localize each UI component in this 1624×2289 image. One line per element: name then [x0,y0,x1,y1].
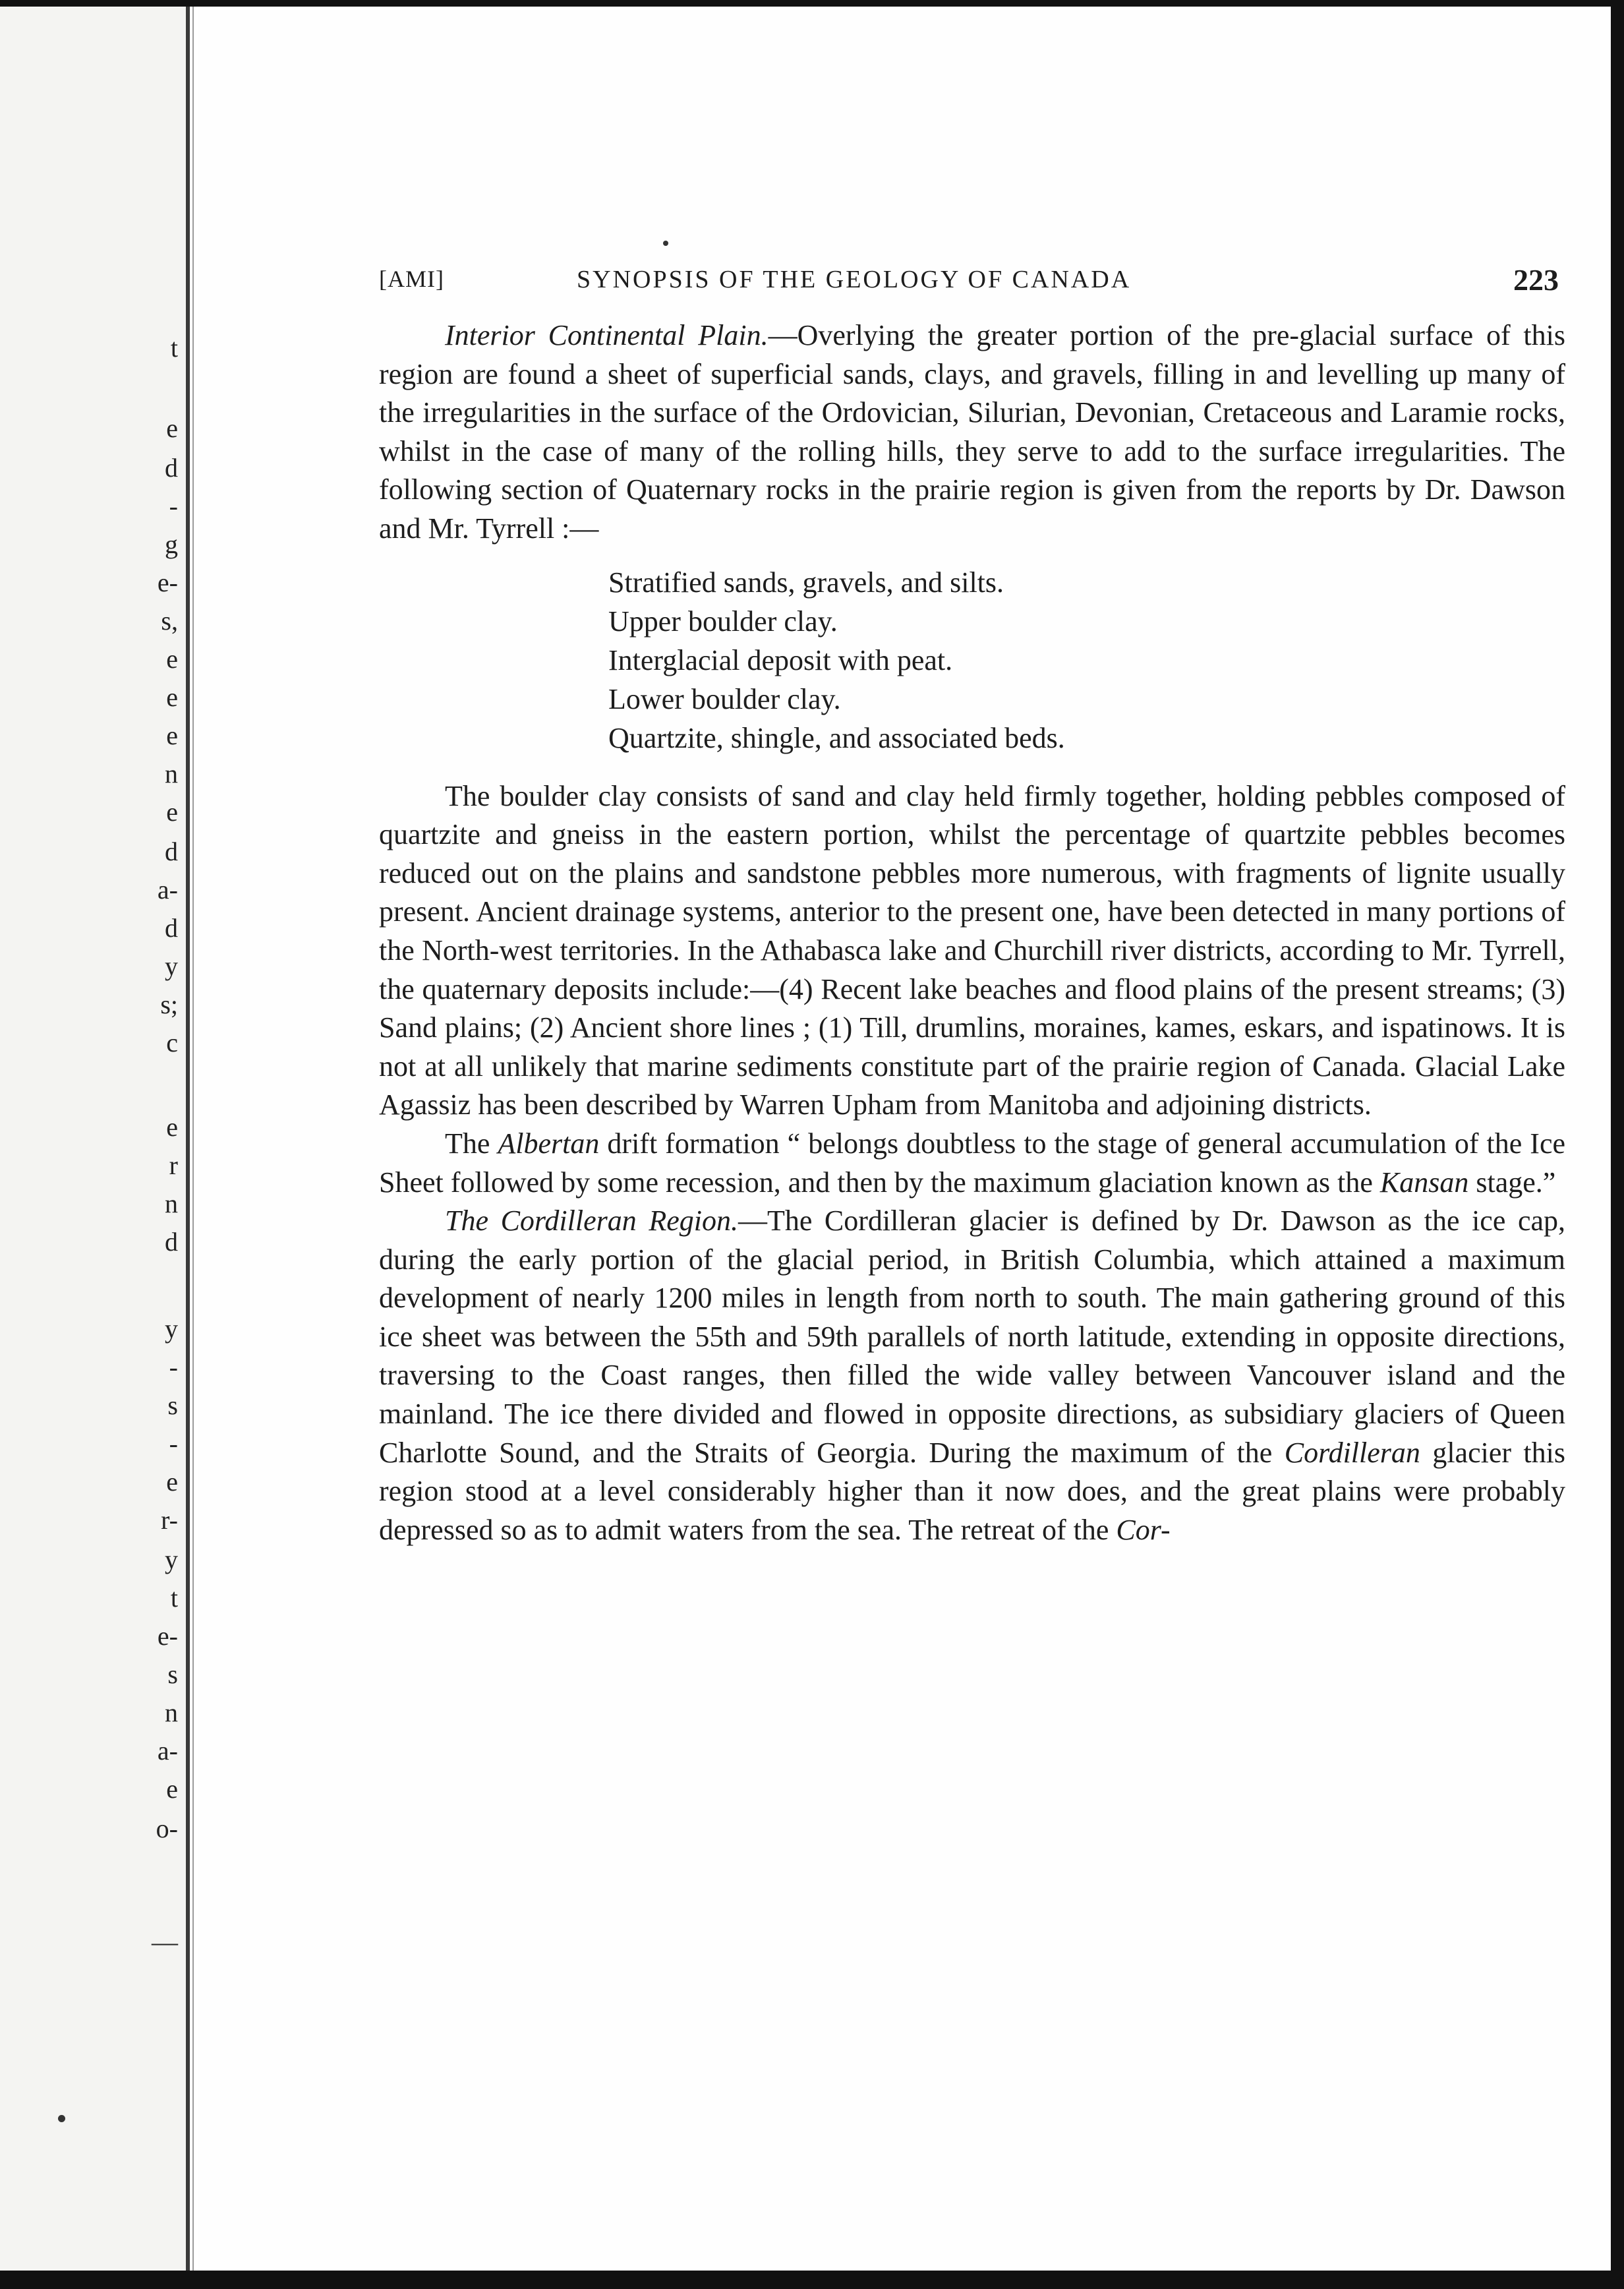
margin-fragment: - [169,1429,178,1458]
scan-speck [663,241,668,246]
margin-fragment: e [166,682,178,712]
list-item: Lower boulder clay. [608,682,841,715]
paragraph-interior-plain [379,316,1565,549]
margin-fragment: d [165,1227,178,1257]
margin-fragment: y [165,1545,178,1574]
margin-fragment: - [169,1352,178,1382]
margin-fragment: r [169,1150,178,1180]
margin-fragment: e [166,1467,178,1497]
list-item: Quartzite, shingle, and associated beds. [608,721,1065,754]
quaternary-section-list [608,563,1565,758]
margin-fragment: y [165,1314,178,1344]
margin-fragment: g [165,529,178,559]
list-item: Stratified sands, gravels, and silts. [608,566,1004,599]
margin-fragment: t [170,1583,178,1613]
margin-fragment: e [166,1112,178,1142]
list-item: Upper boulder clay. [608,605,838,638]
paragraph-text: —Overlying the greater portion of the pre-glacial surface of this region are found a sheet of superficial sands, clays, and gravels, filling in and levelling up many of the irregularities in the surface of the Ordovician, Silurian, Devonian, Cretaceous and Laramie rocks, whilst in the case of many of the rolling hills, they serve to add to the surface irregularities. The following section of Quaternary rocks in the prairie region is given from the reports by Dr. Dawson and Mr. Tyrrell :— [379,319,1566,545]
italic-term: Albertan [498,1127,600,1160]
italic-term: Cor- [1116,1513,1171,1546]
paragraph-text: —The Cordilleran glacier is defined by Dr. Dawson as the ice cap, during the early portion of the glacial period, in British Columbia, which attained a maximum development of nearly 1200 miles in length from north to south. The main gathering ground of this ice sheet was between the 55th and 59th parallels of north latitude, extending in opposite directions, traversing to the Coast ranges, then filled the wide valley between Vancouver island and the mainland. The ice there divided and flowed in opposite directions, as subsidiary glaciers of Queen Charlotte Sound, and the Straits of Georgia. During the maximum of the [379,1204,1566,1469]
book-gutter [186,7,190,2271]
scan-border-top [0,0,1624,7]
margin-fragment: - [169,491,178,521]
margin-fragment: e- [157,568,178,597]
scan-speck [58,2115,65,2122]
margin-fragment: n [165,1189,178,1218]
margin-fragment: r- [161,1505,178,1535]
margin-fragment: d [165,837,178,866]
paragraph-boulder-clay: The boulder clay consists of sand and clay held firmly together, holding pebbles composed of quartzite and gneiss in the eastern portion, whilst the percentage of quartzite pebbles becomes reduced out on the plains and sandstone pebbles more numerous, with fragments of lignite usually present. Ancient drainage systems, anterior to the present one, have been detected in many portions of the North-west territories. In the Athabasca lake and Churchill river districts, according to Mr. Tyrrell, the quaternary deposits include:—(4) Recent lake beaches and flood plains of the present streams; (3) Sand plains; (2) Ancient shore lines ; (1) Till, drumlins, moraines, kames, eskars, and ispatinows. It is not at all unlikely that marine sediments constitute part of the prairie region of Canada. Glacial Lake Agassiz has been described by Warren Upham from Manitoba and adjoining districts. [379,779,1565,1121]
section-heading: Interior Continental Plain. [445,319,768,351]
italic-term: Cordilleran [1284,1436,1420,1469]
author-tag: [AMI] [379,266,444,292]
margin-fragment: e [166,644,178,674]
margin-fragment: a- [157,875,178,905]
paragraph-text: drift formation “ belongs doubtless to the stage of general accumulation of the Ice Sheet followed by some recession, and then by the maximum glaciation known as the [379,1127,1566,1199]
scan-border-right [1611,0,1624,2289]
margin-fragment: e [166,721,178,750]
body-text [379,316,1565,1549]
italic-term: Kansan [1379,1166,1469,1199]
margin-fragment: n [165,1698,178,1727]
paragraph-albertan [379,1125,1565,1202]
margin-fragment: e [166,1774,178,1804]
book-gutter-shadow [192,7,194,2271]
margin-fragment: — [152,1927,178,1957]
margin-fragment: o- [156,1814,178,1843]
paragraph-text: glacier this region stood at a level considerably higher than it now does, and the great plains were probably depressed so as to admit waters from the sea. The retreat of the [379,1436,1565,1546]
margin-fragment: s [167,1659,178,1689]
margin-fragment: e [166,413,178,443]
paragraph-text: stage.” [1468,1166,1556,1199]
paragraph-cordilleran [379,1202,1565,1549]
margin-fragment: c [166,1028,178,1057]
margin-fragment: e [166,797,178,827]
margin-fragment: a- [157,1736,178,1766]
running-title: SYNOPSIS OF THE GEOLOGY OF CANADA [577,266,1132,293]
list-item: Interglacial deposit with peat. [608,643,953,676]
margin-fragment: s [167,1390,178,1420]
margin-fragment: d [165,453,178,483]
margin-fragment: n [165,759,178,788]
running-head [379,265,1559,305]
paragraph-text: The [445,1127,498,1160]
section-heading: The Cordilleran Region. [445,1204,738,1237]
margin-fragment: y [165,951,178,981]
margin-fragment: e- [157,1621,178,1651]
book-page [198,7,1611,2271]
page-number: 223 [1513,263,1559,297]
margin-fragment: s, [161,606,178,636]
scan-border-bottom [0,2271,1624,2289]
margin-fragment: s; [160,990,178,1019]
adjacent-page-margin [0,7,188,2271]
margin-fragment: d [165,913,178,943]
margin-fragment: t [170,333,178,363]
